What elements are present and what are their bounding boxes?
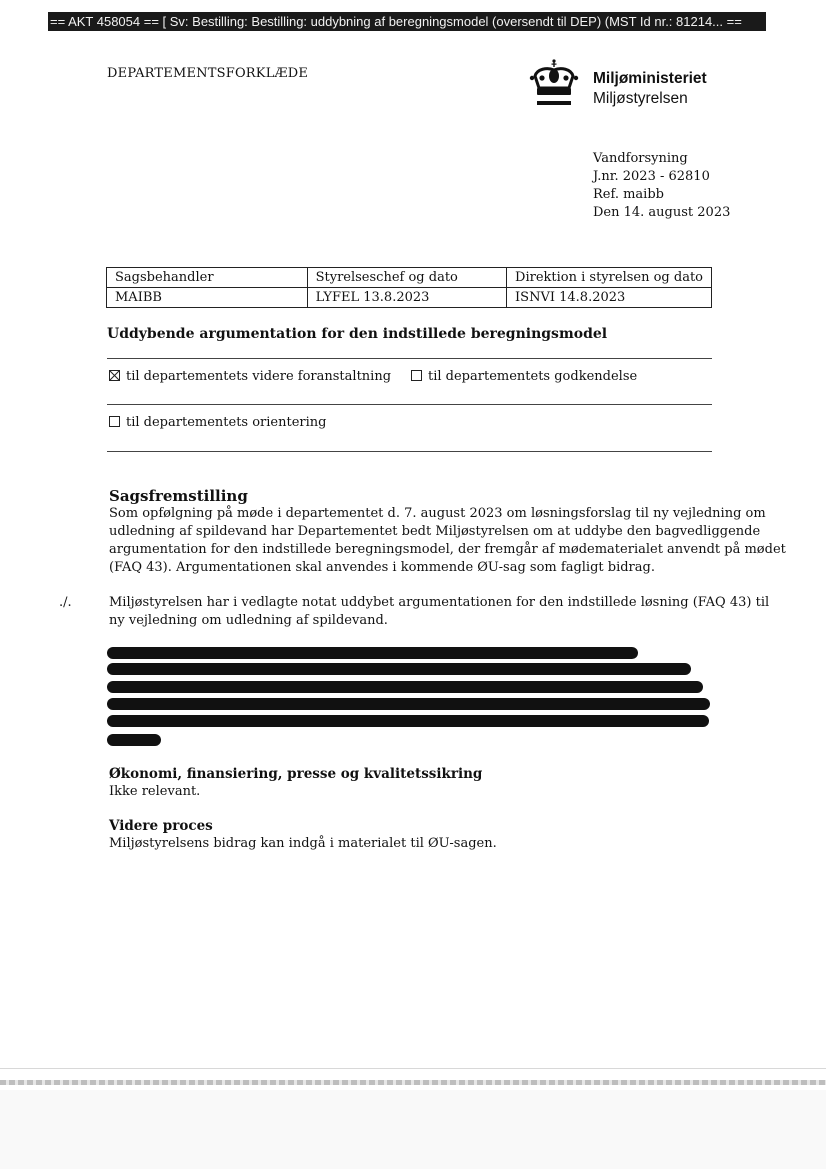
scan-artifact-line	[0, 1080, 826, 1085]
checkbox-icon[interactable]	[109, 416, 120, 427]
table-header-cell: Styrelseschef og dato	[307, 268, 506, 288]
option-label: til departementets videre foranstaltning	[126, 369, 392, 384]
crown-icon	[527, 58, 581, 108]
section-title-process: Videre proces	[109, 818, 213, 834]
paragraph-line: ny vejledning om udledning af spildevand.	[109, 613, 388, 628]
sagsfremstilling-paragraph	[109, 505, 786, 577]
section-title-sagsfremstilling: Sagsfremstilling	[109, 487, 248, 505]
table-cell: ISNVI 14.8.2023	[507, 288, 712, 308]
divider	[107, 451, 712, 452]
subject-heading: Uddybende argumentation for den indstillede beregningsmodel	[107, 326, 608, 342]
agency-name: Miljøstyrelsen	[593, 90, 688, 107]
table-header-cell: Direktion i styrelsen og dato	[507, 268, 712, 288]
table-header-row	[107, 268, 712, 288]
checkbox-icon[interactable]	[411, 370, 422, 381]
option-further-action[interactable]	[109, 369, 391, 384]
enclosure-paragraph	[109, 594, 769, 630]
case-metadata	[593, 150, 730, 222]
ministry-logo	[527, 58, 727, 118]
table-cell: MAIBB	[107, 288, 308, 308]
unit-name: Vandforsyning	[593, 151, 688, 166]
reference: Ref. maibb	[593, 187, 664, 202]
option-orientation[interactable]	[109, 415, 326, 430]
table-row	[107, 288, 712, 308]
economy-text: Ikke relevant.	[109, 784, 201, 799]
checked-checkbox-icon[interactable]	[109, 370, 120, 381]
document-date: Den 14. august 2023	[593, 205, 731, 220]
option-label: til departementets orientering	[126, 415, 327, 430]
divider	[107, 358, 712, 359]
table-cell: LYFEL 13.8.2023	[307, 288, 506, 308]
paragraph-line: Som opfølgning på møde i departementet d. 7. august 2023 om løsningsforslag til ny vejledning om	[109, 506, 766, 521]
redaction-bar	[107, 681, 703, 693]
scan-artifact-region	[0, 1090, 826, 1169]
redaction-bar	[107, 698, 710, 710]
table-header-cell: Sagsbehandler	[107, 268, 308, 288]
journal-number: J.nr. 2023 - 62810	[593, 169, 710, 184]
redaction-bar	[107, 715, 709, 727]
document-banner: == AKT 458054 == [ Sv: Bestilling: Bestilling: uddybning af beregningsmodel (oversendt til DEP) (MST Id nr.: 81214... ==	[48, 12, 766, 31]
section-title-economy: Økonomi, finansiering, presse og kvalitetssikring	[109, 766, 483, 782]
redaction-bar	[107, 663, 691, 675]
paragraph-line: Miljøstyrelsen har i vedlagte notat uddybet argumentationen for den indstillede løsning (FAQ 43) til	[109, 595, 770, 610]
redaction-bar	[107, 734, 161, 746]
enclosure-margin-mark: ./.	[59, 595, 72, 610]
option-approval[interactable]	[411, 369, 637, 384]
document-type-label: DEPARTEMENTSFORKLÆDE	[107, 66, 309, 81]
signoff-table	[106, 267, 712, 308]
divider	[107, 404, 712, 405]
option-label: til departementets godkendelse	[428, 369, 638, 384]
process-text: Miljøstyrelsens bidrag kan indgå i materialet til ØU-sagen.	[109, 836, 497, 851]
paragraph-line: udledning af spildevand har Departementet bedt Miljøstyrelsen om at uddybe den bagvedliggende	[109, 524, 761, 539]
scan-artifact-line	[0, 1068, 826, 1069]
ministry-name: Miljøministeriet	[593, 70, 707, 87]
redaction-bar	[107, 647, 638, 659]
paragraph-line: (FAQ 43). Argumentationen skal anvendes i kommende ØU-sag som fagligt bidrag.	[109, 560, 655, 575]
paragraph-line: argumentation for den indstillede beregningsmodel, der fremgår af mødematerialet anvendt på mødet	[109, 542, 786, 557]
